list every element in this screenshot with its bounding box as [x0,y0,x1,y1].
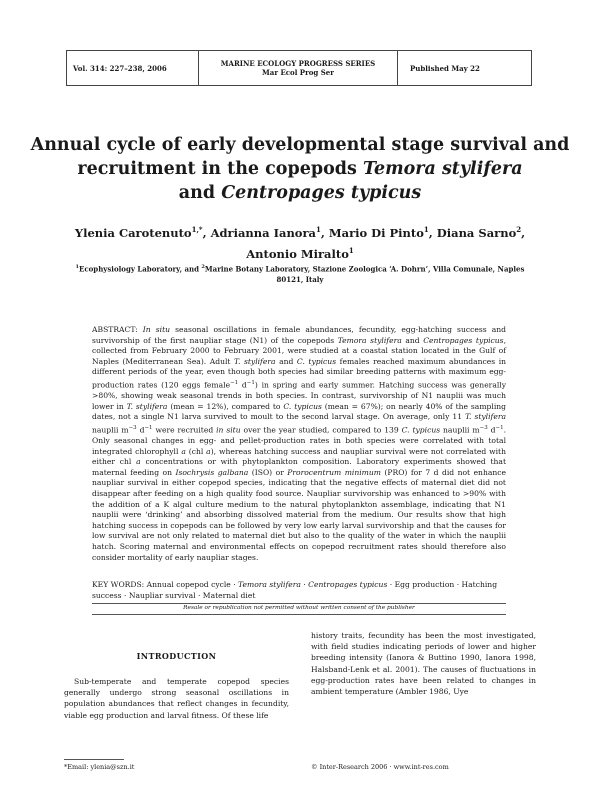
abstract-text: Centropages typicus [423,335,504,345]
abstract-text: In situ [142,325,171,334]
abstract-text: C. typicus [283,401,322,411]
author-list: Ylenia Carotenuto$^{1,*}$, Adrianna Ianora$^1$, Mario Di Pinto$^1$, Diana Sarno$^2$, Antonio Miralto$^1$ [74,225,526,261]
abstract-text: T. stylifera [126,401,168,411]
abstract-text: females reached maximum abundances in different periods of the year, even though both species had similar breeding patterns with maximum egg-production rates (120 eggs female [92,356,507,390]
keyword-text: Temora stylifera [238,580,301,589]
author-affiliation-mark: 1 [348,245,354,255]
corresponding-email: *Email: ylenia@szn.it [64,763,135,771]
author-name: Diana Sarno [436,225,517,240]
author-affiliation-mark: 1,* [191,225,203,234]
keyword-text: · [300,580,309,589]
abstract-superscript: −1 [246,379,255,386]
affiliation-text: Marine Botany Laboratory, Stazione Zoologica ‘A. Dohrn’, Villa Comunale, Naples 80121, Italy [204,264,525,285]
abstract-text: and [401,335,424,345]
copyright: © Inter-Research 2006 · www.int-res.com [311,763,449,771]
title-part2: and [178,183,222,203]
abstract-text: (mean = 67%); on nearly 40% of the sampling dates, not a single N1 larva survived to moult to the second larval stage. On average, only 11 [92,401,507,422]
title-species1: Temora stylifera [362,159,523,179]
abstract-text: nauplii m [92,425,129,435]
abstract-label: ABSTRACT: [92,325,138,334]
author-affiliation-mark: 1 [423,225,429,234]
keywords [92,579,506,601]
abstract-superscript: −3 [479,424,488,431]
abstract-text: over the year studied, compared to 139 [240,425,402,435]
author-name: Ylenia Carotenuto [74,225,192,240]
abstract-text: nauplii m [440,425,480,435]
body-column-right: history traits, fecundity has been the most investigated, with field studies indicating periods of lower and higher breeding intensity (Ianora & Buttino 1990, Ianora 1998, Halsband-Lenk et al. 2001). The causes of fluctuations in egg-production rates have been related to changes in ambient temperature (Ambler 1986, Uye [311,631,536,697]
abstract-text: Isochrysis galbana [175,467,249,477]
abstract-text: T. stylifera [234,356,276,366]
abstract-text: (chl [185,446,207,456]
footnote-rule [64,759,124,760]
abstract-text: d [487,425,496,435]
abstract-text: seasonal oscillations in female abundances, fecundity, egg-hatching success and survivorship of the first naupliar stage (N1) of the copepods [92,325,506,345]
abstract-text: a [181,446,186,456]
title-part1: Annual cycle of early developmental stage survival and recruitment in the copepods [30,135,570,179]
abstract [92,325,506,563]
affiliation [70,262,530,285]
abstract-text: , collected from February 2000 to February 2001, were studied at a coastal station located in the Gulf of Naples (Mediterranean Sea). Adult [92,335,506,366]
abstract-text: in situ [216,425,241,435]
abstract-text: C. typicus [401,425,441,435]
keyword-text: Annual copepod cycle · [146,580,239,589]
abstract-text: (mean = 12%), compared to [167,401,284,411]
abstract-text: . Only seasonal changes in egg- and pellet-production rates in both species were correlated with total integrated chlorophyll [92,425,506,456]
abstract-text: C. typicus [296,356,337,366]
author-name: Mario Di Pinto [328,225,424,240]
title-species2: Centropages typicus [221,183,422,203]
body-column-left: Sub-temperate and temperate copepod species generally undergo strong seasonal oscillations in population abundances that reflect changes in fecundity, viable egg production and larval fitness. Of these life [64,677,289,720]
section-heading-introduction: INTRODUCTION [136,651,217,661]
abstract-text: were recruited [152,425,217,435]
abstract-superscript: −1 [495,424,504,431]
abstract-text: (PRO) for 7 d did not enhance naupliar survival in either copepod species, indicating that the negative effects of maternal diet did not disappear after feeding on a high quality food source. Naupliar survivorship was enhanced to >90% with the addition of a K algal culture medium to the natural phytoplankton assemblage, indicating that N1 nauplii were ‘drinking’ and absorbing dissolved material from the medium. Our results show that high hatching success in copepods can be followed by very low early larval survivorship and that the causes for low survival are not only related to maternal diet but also to the quality of the water in which the nauplii hatch. Scoring maternal and environmental effects on copepod recruitment rates should therefore also consider mortality of early naupliar stages. [92,467,507,562]
abstract-text: concentrations or with phytoplankton composition. Laboratory experiments showed that maternal feeding on [92,457,507,477]
paper-title [30,133,570,205]
affiliation-mark: 1 [75,264,80,270]
abstract-text: ) in spring and early summer. Hatching success was generally >80%, showing weak seasonal trends in both species. In contrast, survivorship of N1 nauplii was much lower in [92,380,506,411]
author-affiliation-mark: 2 [516,225,522,234]
affiliation-text: Ecophysiology Laboratory, and [79,264,202,274]
abstract-text: Prorocentrum minimum [287,467,381,477]
republication-notice: Resale or republication not permitted without written consent of the publisher [92,603,506,615]
abstract-text: a [136,457,141,467]
abstract-text: (ISO) or [248,467,288,477]
keyword-text: Centropages typicus [308,580,388,589]
publication-date: Published May 22 [410,63,480,73]
journal-title-block [198,51,398,85]
journal-name: MARINE ECOLOGY PROGRESS SERIES [220,59,376,68]
abstract-text: and [275,356,297,366]
abstract-superscript: −3 [128,424,137,431]
abstract-text: a [206,446,211,456]
keyword-text: · Egg production · Hatching success · Naupliar survival · Maternal diet [92,580,498,600]
keywords-label: KEY WORDS: [92,580,145,589]
volume-info: Vol. 314: 227–238, 2006 [73,63,167,73]
abstract-superscript: −1 [230,379,239,386]
abstract-text: Temora stylifera [337,335,402,345]
journal-abbrev: Mar Ecol Prog Ser [262,68,334,77]
author-name: Antonio Miralto [246,246,349,261]
abstract-text: d [136,425,145,435]
author-affiliation-mark: 1 [316,225,321,234]
abstract-superscript: −1 [144,424,153,431]
abstract-text: d [238,380,247,390]
abstract-text: T. stylifera [465,412,507,422]
journal-header [66,50,532,86]
abstract-text: ), whereas hatching success and naupliar survival were not correlated with either chl [92,446,506,467]
affiliation-mark: 2 [201,264,205,270]
author-name: Adrianna Ianora [210,225,316,240]
